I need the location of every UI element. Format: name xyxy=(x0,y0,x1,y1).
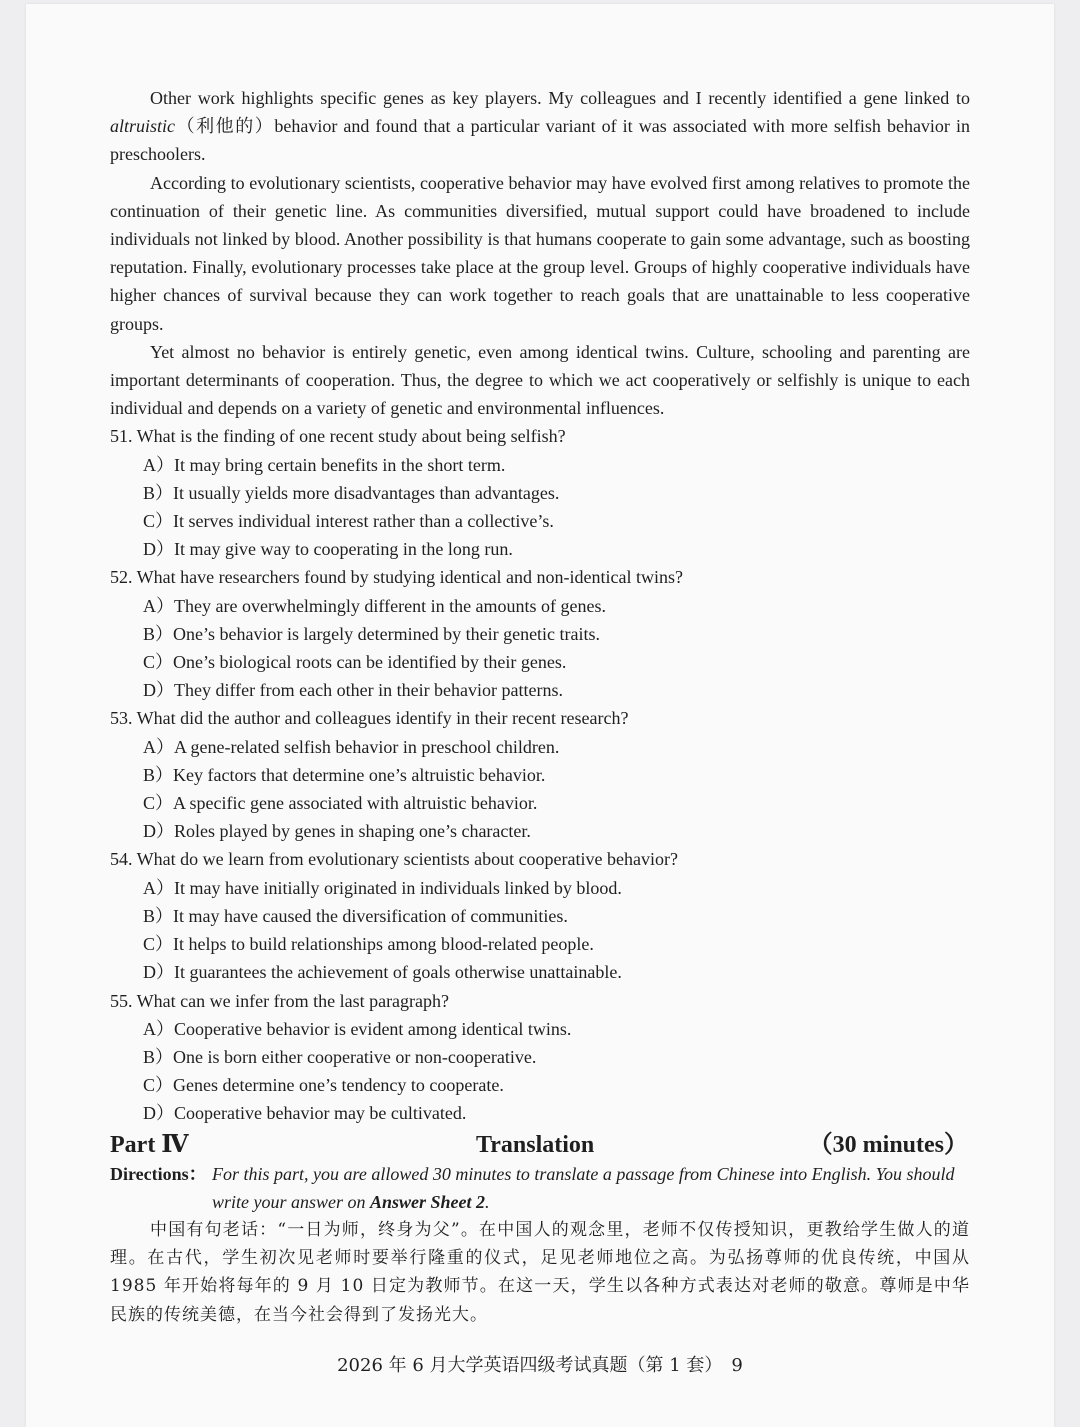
document-page xyxy=(26,4,1054,1427)
question-stem: 54. What do we learn from evolutionary scientists about cooperative behavior? xyxy=(110,849,678,870)
option-b: B）It may have caused the diversification of communities. xyxy=(143,905,568,926)
question-stem: 55. What can we infer from the last paragraph? xyxy=(110,990,450,1011)
option-d: D）Cooperative behavior may be cultivated. xyxy=(143,1103,467,1124)
option-b: B）One is born either cooperative or non-cooperative. xyxy=(143,1046,537,1067)
part-heading xyxy=(110,1130,970,1160)
option-a: A）Cooperative behavior is evident among identical twins. xyxy=(143,1018,572,1039)
p1-text-start: Other work highlights specific genes as key players. My colleagues and I recently identified a gene linked to xyxy=(150,88,970,108)
passage-paragraph-1 xyxy=(110,84,970,169)
question-55 xyxy=(110,987,970,1128)
option-b: B）Key factors that determine one’s altruistic behavior. xyxy=(143,764,546,785)
option-a: A）It may bring certain benefits in the short term. xyxy=(143,454,506,475)
page-content xyxy=(110,84,970,1329)
directions-label: Directions： xyxy=(110,1163,207,1184)
option-d: D）They differ from each other in their behavior patterns. xyxy=(143,680,564,701)
directions xyxy=(110,1160,970,1216)
part-time: （30 minutes） xyxy=(808,1131,968,1158)
question-53 xyxy=(110,704,970,845)
part-label: Part Ⅳ xyxy=(110,1131,189,1158)
option-b: B）It usually yields more disadvantages than advantages. xyxy=(143,482,560,503)
p1-italic-term: altruistic xyxy=(110,116,176,137)
question-52 xyxy=(110,563,970,704)
option-d: D）It may give way to cooperating in the long run. xyxy=(143,539,513,560)
option-a: A）A gene-related selfish behavior in preschool children. xyxy=(143,736,560,757)
page-footer: 2026 年 6 月大学英语四级考试真题（第 1 套） 9 xyxy=(337,1355,743,1376)
option-c: C）It serves individual interest rather than a collective’s. xyxy=(143,511,554,532)
option-c: C）One’s biological roots can be identified by their genes. xyxy=(143,652,567,673)
option-c: C）A specific gene associated with altruistic behavior. xyxy=(143,793,538,814)
question-stem: 53. What did the author and colleagues identify in their recent research? xyxy=(110,708,629,729)
option-a: A）They are overwhelmingly different in the amounts of genes. xyxy=(143,595,607,616)
directions-text-end: . xyxy=(485,1191,490,1212)
option-d: D）Roles played by genes in shaping one’s character. xyxy=(143,821,531,842)
option-c: C）Genes determine one’s tendency to cooperate. xyxy=(143,1075,504,1096)
option-b: B）One’s behavior is largely determined by their genetic traits. xyxy=(143,623,601,644)
directions-text xyxy=(212,1164,955,1212)
passage-paragraph-2: According to evolutionary scientists, cooperative behavior may have evolved first among relatives to promote the continuation of their genetic line. As communities diversified, mutual support could have broadened to include individuals not linked by blood. Another possibility is that humans cooperate to gain some advantage, such as boosting reputation. Finally, evolutionary processes take place at the group level. Groups of highly cooperative individuals have higher chances of survival because they can work together to reach goals that are unattainable to less cooperative groups. xyxy=(110,172,970,334)
question-51 xyxy=(110,422,970,563)
question-stem: 52. What have researchers found by studying identical and non-identical twins? xyxy=(110,567,683,588)
p1-text-end: （利他的）behavior and found that a particular variant of it was associated with more selfish behavior in preschoolers. xyxy=(110,116,970,165)
option-c: C）It helps to build relationships among blood-related people. xyxy=(143,934,594,955)
option-d: D）It guarantees the achievement of goals otherwise unattainable. xyxy=(143,962,622,983)
question-54 xyxy=(110,845,970,986)
part-title: Translation xyxy=(476,1131,595,1158)
question-stem: 51. What is the finding of one recent study about being selfish? xyxy=(110,426,566,447)
option-a: A）It may have initially originated in individuals linked by blood. xyxy=(143,877,622,898)
passage-paragraph-3: Yet almost no behavior is entirely genetic, even among identical twins. Culture, schooling and parenting are important determinants of cooperation. Thus, the degree to which we act cooperatively or selfishly is unique to each individual and depends on a variety of genetic and environmental influences. xyxy=(110,341,970,419)
answer-sheet-ref: Answer Sheet 2 xyxy=(370,1191,486,1212)
directions-text-start: For this part, you are allowed 30 minutes to translate a passage from Chinese into English. You should write your answer on xyxy=(212,1163,955,1212)
chinese-passage: 中国有句老话：“一日为师，终身为父”。在中国人的观念里，老师不仅传授知识，更教给学生做人的道理。在古代，学生初次见老师时要举行隆重的仪式，足见老师地位之高。为弘扬尊师的优良传统，中国从 1985 年开始将每年的 9 月 10 日定为教师节。在这一天，学生以各种方式表达对老师的敬意。尊师是中华民族的传统美德，在当今社会得到了发扬光大。 xyxy=(110,1219,970,1325)
